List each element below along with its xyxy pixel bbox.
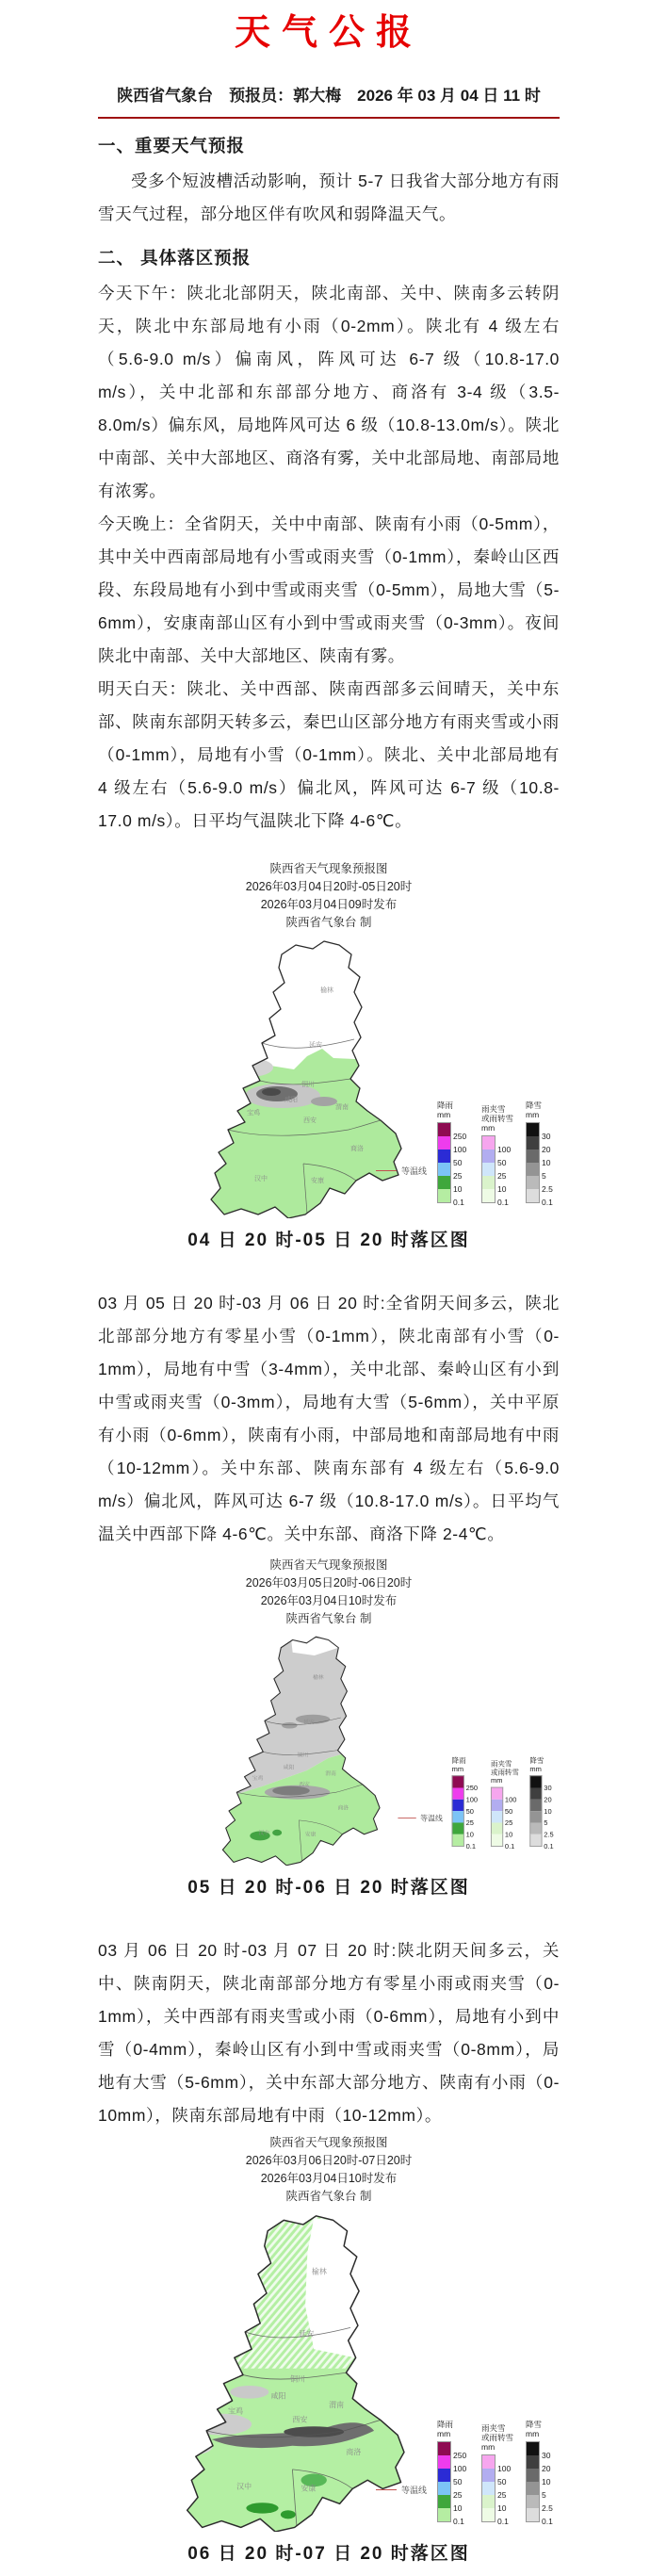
section-heading-important-weather: 一、重要天气预报 [98, 136, 246, 156]
intro-paragraph: 受多个短波槽活动影响，预计 5-7 日我省大部分地方有雨雪天气过程，部分地区伴有吹风和弱降温天气。 [98, 171, 560, 224]
rain-color-scale [437, 1101, 471, 1208]
map2-issuer: 陕西省气象台 制 [285, 1612, 372, 1626]
map2-title: 陕西省天气现象预报图 [269, 1558, 388, 1573]
city-label: 延安 [309, 1042, 322, 1050]
sleet-scale-title-line: 或雨转雪 [481, 2433, 514, 2443]
snow-tick: 10 [542, 2477, 551, 2487]
city-label: 渭南 [329, 2401, 345, 2410]
city-label: 榆林 [311, 2267, 327, 2276]
rain-scale-title [437, 2420, 453, 2438]
rain-tick: 10 [453, 2503, 463, 2514]
sleet-scale-title-line: 或雨转雪 [481, 1114, 514, 1124]
rain-tick: 0.1 [453, 2517, 464, 2527]
sleet-tick: 0.1 [497, 2517, 509, 2527]
rain-color-scale [451, 1756, 482, 1850]
city-label: 延安 [303, 1720, 315, 1726]
rain-tick: 50 [465, 1807, 474, 1816]
map2-issue-time: 2026年03月04日10时发布 [260, 1594, 398, 1608]
map1-header [98, 860, 560, 932]
sleet-scale-title-line: 或雨转雪 [490, 1768, 519, 1777]
rain-tick: 100 [453, 1145, 467, 1155]
rain-color-bar [452, 1776, 479, 1850]
rain-scale-unit: mm [437, 2429, 451, 2439]
snow-tick: 0.1 [542, 2517, 553, 2527]
snow-tick: 20 [542, 1145, 551, 1155]
moderate-rain-patch-sw [272, 1830, 282, 1836]
sleet-seg [481, 2454, 512, 2474]
rain-tick: 25 [465, 1818, 474, 1828]
rain-scale-title-line: 降雨 [437, 2420, 454, 2430]
sleet-color-bar [481, 2454, 512, 2527]
map2-legend-slot [398, 1756, 560, 1850]
snow-tick: 2.5 [542, 1184, 553, 1195]
isoline-label: 等温线 [420, 1814, 443, 1823]
city-label: 榆林 [320, 987, 333, 995]
city-label: 汉中 [236, 2482, 252, 2491]
map3-issuer: 陕西省气象台 制 [285, 2190, 372, 2204]
sleet-color-scale [490, 1759, 521, 1850]
snow-tick: 30 [544, 1784, 552, 1793]
city-label: 西安 [292, 2416, 308, 2425]
rain-tick: 25 [453, 2490, 463, 2501]
snow-patch-guanzhong [230, 2386, 268, 2399]
sleet-seg [491, 1800, 513, 1816]
city-label: 咸阳 [270, 2391, 286, 2401]
paragraph-tomorrow-daytime: 明天白天：陕北、关中西部、陕南西部多云间晴天，关中东部、陕南东部阴天转多云，秦巴山区部分地方有雨夹雪或小雨（0-1mm），局地有小雪（0-1mm）。陕北、关中北部局地有 4 级左右（5.6-9.0 m/s）偏北风，阵风可达 6-7 级（10.8-17.0 m/s）。日平均气温陕北下降 4-6℃。 [98, 679, 560, 831]
rain-seg [437, 1122, 467, 1142]
snow-seg [526, 1176, 553, 1195]
paragraph-tonight: 今天晚上：全省阴天，关中中南部、陕南有小雨（0-5mm），其中关中西南部局地有小雪或雨夹雪（0-1mm），秦岭山区西段、东段局地有小到中雪或雨夹雪（0-5mm），局地大雪（5-6mm），安康南部山区有小到中雪或雨夹雪（0-3mm）。夜间陕北中南部、关中大部地区、陕南有雾。 [98, 514, 560, 666]
isoline-legend-item [376, 2484, 427, 2496]
city-label: 西安 [303, 1117, 317, 1125]
rain-scale-unit: mm [451, 1765, 464, 1773]
snow-color-bar [526, 2441, 553, 2527]
rain-color-scale [437, 2420, 471, 2527]
isoline-legend-item [398, 1813, 443, 1823]
rain-scale-title-line: 降雨 [451, 1756, 466, 1766]
sleet-color-bar [491, 1787, 517, 1850]
rain-color-bar [437, 1122, 467, 1208]
map3-legend-slot [376, 2420, 560, 2527]
rain-tick: 100 [465, 1795, 479, 1804]
heavy-snow-core-dark [262, 1088, 281, 1096]
snow-scale-title [526, 2420, 542, 2438]
sleet-tick: 25 [497, 1171, 507, 1182]
snow-tick: 30 [542, 2451, 551, 2461]
sleet-tick: 0.1 [497, 1198, 509, 1208]
map1-legend-slot [376, 1101, 560, 1208]
isoline-label: 等温线 [400, 1166, 427, 1177]
sleet-scale-title-line: 雨夹雪 [481, 1104, 506, 1115]
sleet-scale-title-line: 雨夹雪 [481, 2423, 506, 2434]
shaanxi-map-1 [181, 936, 407, 1218]
snow-scale-title-line: 降雪 [529, 1756, 544, 1766]
rain-tick: 10 [465, 1830, 474, 1839]
rain-tick: 250 [453, 1132, 467, 1142]
snow-seg [526, 1122, 551, 1142]
snow-tick: 0.1 [542, 1198, 553, 1208]
moderate-rain-patch-south [246, 2503, 278, 2514]
sleet-tick: 50 [497, 1158, 507, 1168]
snow-scale-title [529, 1756, 544, 1773]
map3-caption: 06 日 20 时-07 日 20 时落区图 [187, 2544, 470, 2565]
city-label: 延安 [299, 2329, 315, 2339]
section-heading-detailed-forecast: 二、 具体落区预报 [98, 248, 252, 269]
snow-seg [526, 2495, 553, 2514]
city-label: 西安 [299, 1782, 310, 1788]
sleet-scale-unit: mm [481, 1123, 496, 1133]
snow-tick: 2.5 [542, 2503, 553, 2514]
rain-tick: 0.1 [465, 1842, 476, 1850]
rain-tick: 10 [453, 1184, 463, 1195]
sleet-tick: 100 [504, 1795, 517, 1804]
rain-tick: 100 [453, 2464, 467, 2474]
city-label: 商洛 [346, 2448, 362, 2457]
rain-scale-title [437, 1101, 453, 1119]
city-label: 铜川 [301, 1082, 315, 1089]
rain-scale-title [452, 1756, 466, 1773]
paragraph-day6: 03 月 06 日 20 时-03 月 07 日 20 时:陕北阴天间多云，关中、陕南阴天，陕北南部部分地方有零星小雨或雨夹雪（0-1mm），关中西部有雨夹雪或小雨（0-6mm），局地有小到中雪（0-4mm），秦岭山区有小到中雪或雨夹雪（0-8mm），局地有大雪（5-6mm），关中东部大部分地方、陕南有小雨（0-10mm），陕南东部局地有中雨（10-12mm）。 [98, 1941, 560, 2126]
sleet-seg [481, 1149, 507, 1168]
sleet-scale-title [481, 2423, 513, 2452]
snow-tick: 30 [542, 1132, 551, 1142]
rain-tick: 0.1 [453, 1198, 464, 1208]
snow-tick: 5 [542, 1171, 546, 1182]
rain-seg [452, 1776, 479, 1793]
sleet-scale-title-line: 雨夹雪 [490, 1759, 512, 1769]
scattered-precip-hatch-north [153, 2209, 411, 2369]
snow-seg [529, 1776, 552, 1793]
map-legend [376, 2420, 560, 2527]
snow-tick: 5 [542, 2490, 546, 2501]
city-label: 商洛 [350, 1146, 364, 1153]
snow-patch-west [179, 2437, 213, 2454]
map3-issue-time: 2026年03月04日10时发布 [260, 2172, 398, 2186]
isoline-sample-line [376, 2489, 397, 2490]
rain-scale-title-line: 降雨 [437, 1101, 454, 1111]
map1-caption: 04 日 20 时-05 日 20 时落区图 [187, 1231, 470, 1251]
map1-issuer: 陕西省气象台 制 [285, 916, 372, 930]
snow-tick: 20 [542, 2464, 551, 2474]
city-label: 咸阳 [284, 1097, 298, 1104]
city-label: 汉中 [254, 1176, 268, 1183]
city-label: 安康 [311, 1178, 324, 1185]
sleet-tick: 10 [497, 2503, 507, 2514]
paragraph-this-afternoon: 今天下午：陕北北部阴天，陕北南部、关中、陕南多云转阴天，陕北中东部局地有小雨（0-2mm）。陕北有 4 级左右（5.6-9.0 m/s）偏南风，阵风可达 6-7 级（10.8-17.0 m/s），关中北部和东部部分地方、商洛有 3-4 级（3.5-8.0m/s）偏东风，局地阵风可达 6 级（10.8-13.0m/s）。陕北中南部、关中大部地区、商洛有雾，关中北部局地、南部局地有浓雾。 [98, 284, 560, 501]
snow-scale-title-line: 降雪 [526, 2420, 543, 2430]
snow-color-scale [526, 2420, 560, 2527]
isoline-legend-item [376, 1165, 427, 1177]
city-label: 榆林 [313, 1675, 324, 1682]
city-label: 宝鸡 [228, 2406, 243, 2416]
snow-patch-east [311, 1097, 337, 1106]
city-label: 宝鸡 [247, 1110, 260, 1117]
snow-tick: 10 [542, 1158, 551, 1168]
map3-title: 陕西省天气现象预报图 [269, 2136, 388, 2150]
light-snow-patch-nw [224, 1058, 273, 1077]
map1-canvas [98, 936, 560, 1218]
city-label: 铜川 [290, 2374, 306, 2384]
snow-tick: 5 [544, 1818, 548, 1828]
city-label: 商洛 [337, 1805, 349, 1812]
map2-valid-period: 2026年03月05日20时-06日20时 [245, 1576, 413, 1590]
city-label: 铜川 [297, 1753, 309, 1759]
paragraph-day5: 03 月 05 日 20 时-03 月 06 日 20 时:全省阴天间多云，陕北北部部分地方有零星小雪（0-1mm），陕北南部有小雪（0-1mm），局地有中雪（3-4mm），关中北部、秦岭山区有小到中雪或雨夹雪（0-3mm），局地有大雪（5-6mm），关中平原有小雨（0-6mm），陕南有小雨，中部局地和南部局地有中雨（10-12mm）。关中东部、陕南东部有 4 级左右（5.6-9.0 m/s）偏北风，阵风可达 6-7 级（10.8-17.0 m/s）。日平均气温关中西部下降 4-6℃。关中东部、商洛下降 2-4℃。 [98, 1294, 560, 1544]
sleet-color-bar [481, 1135, 512, 1208]
byline: 陕西省气象台 预报员：郭大梅 2026 年 03 月 04 日 11 时 [98, 82, 560, 119]
sleet-tick: 10 [504, 1830, 513, 1839]
snow-color-scale [529, 1756, 560, 1850]
sleet-tick: 50 [497, 2477, 507, 2487]
map3-valid-period: 2026年03月06日20时-07日20时 [245, 2154, 413, 2168]
map-legend [376, 1101, 560, 1208]
sleet-scale-title [491, 1760, 519, 1785]
snow-seg [529, 1800, 552, 1816]
rain-seg [437, 2441, 467, 2461]
snow-seg [526, 2482, 546, 2501]
city-label: 安康 [304, 1832, 317, 1838]
forecast-map-figure-2 [98, 1557, 560, 1899]
city-label: 渭南 [335, 1104, 349, 1112]
sleet-scale-title [481, 1104, 513, 1133]
map2-header [98, 1557, 560, 1628]
snow-color-bar [526, 1122, 553, 1208]
rain-tick: 250 [465, 1784, 479, 1793]
rain-seg [452, 1800, 474, 1816]
snow-seg [529, 1823, 554, 1839]
sleet-tick: 50 [504, 1807, 513, 1816]
sleet-tick: 25 [504, 1818, 513, 1828]
forecast-map-figure-1 [98, 860, 560, 1251]
map-legend [398, 1756, 560, 1850]
snow-tick: 10 [544, 1807, 552, 1816]
rain-color-bar [437, 2441, 467, 2527]
sleet-color-scale [481, 2423, 515, 2527]
sleet-tick: 100 [497, 2464, 512, 2474]
city-label: 咸阳 [283, 1765, 295, 1771]
snow-color-scale [526, 1101, 560, 1208]
sleet-scale-unit: mm [490, 1776, 503, 1785]
shaanxi-map-3 [153, 2209, 411, 2532]
snow-core-patch [282, 1722, 298, 1729]
snow-scale-unit: mm [529, 1765, 542, 1773]
snow-tick: 2.5 [544, 1830, 554, 1839]
sleet-tick: 100 [497, 1145, 512, 1155]
sleet-seg [491, 1787, 517, 1804]
snow-scale-title [526, 1101, 542, 1119]
map2-caption: 05 日 20 时-06 日 20 时落区图 [187, 1878, 470, 1899]
snow-color-bar [529, 1776, 554, 1850]
rain-seg [437, 1149, 463, 1168]
moderate-rain-patch-south [281, 2510, 296, 2519]
snow-seg [526, 2441, 551, 2461]
city-label: 渭南 [325, 1771, 336, 1778]
sleet-tick: 25 [497, 2490, 507, 2501]
sleet-tick: 0.1 [504, 1842, 515, 1850]
snow-tick: 0.1 [544, 1842, 554, 1850]
rain-tick: 50 [453, 2477, 463, 2487]
map1-valid-period: 2026年03月04日20时-05日20时 [245, 880, 413, 894]
snow-scale-unit: mm [526, 1110, 540, 1120]
map1-title: 陕西省天气现象预报图 [269, 862, 388, 876]
light-rain-region [181, 1049, 407, 1218]
isoline-label: 等温线 [400, 2486, 427, 2496]
rain-tick: 250 [453, 2451, 467, 2461]
snow-scale-title-line: 降雪 [526, 1101, 543, 1111]
sleet-seg [481, 1135, 512, 1155]
rain-seg [437, 2469, 463, 2487]
map3-canvas [98, 2209, 560, 2532]
snow-seg [526, 1163, 546, 1182]
map3-header [98, 2134, 560, 2206]
rain-scale-unit: mm [437, 1110, 451, 1120]
sleet-color-scale [481, 1104, 515, 1208]
shaanxi-map-2 [198, 1632, 384, 1866]
forecast-map-figure-3 [98, 2134, 560, 2565]
snow-scale-unit: mm [526, 2429, 540, 2439]
sleet-tick: 10 [497, 1184, 507, 1195]
page-title: 天气公报 [234, 13, 423, 53]
city-label: 安康 [301, 2484, 317, 2493]
city-label: 宝鸡 [252, 1776, 264, 1783]
snow-seg [529, 1811, 548, 1828]
sleet-seg [481, 2469, 507, 2487]
isoline-sample-line [376, 1170, 397, 1171]
rain-tick: 25 [453, 1171, 463, 1182]
city-label: 汉中 [258, 1831, 269, 1837]
rain-tick: 50 [453, 1158, 463, 1168]
sleet-scale-unit: mm [481, 2442, 496, 2453]
map2-canvas [98, 1632, 560, 1866]
snow-tick: 20 [544, 1795, 552, 1804]
map1-issue-time: 2026年03月04日09时发布 [260, 898, 398, 912]
